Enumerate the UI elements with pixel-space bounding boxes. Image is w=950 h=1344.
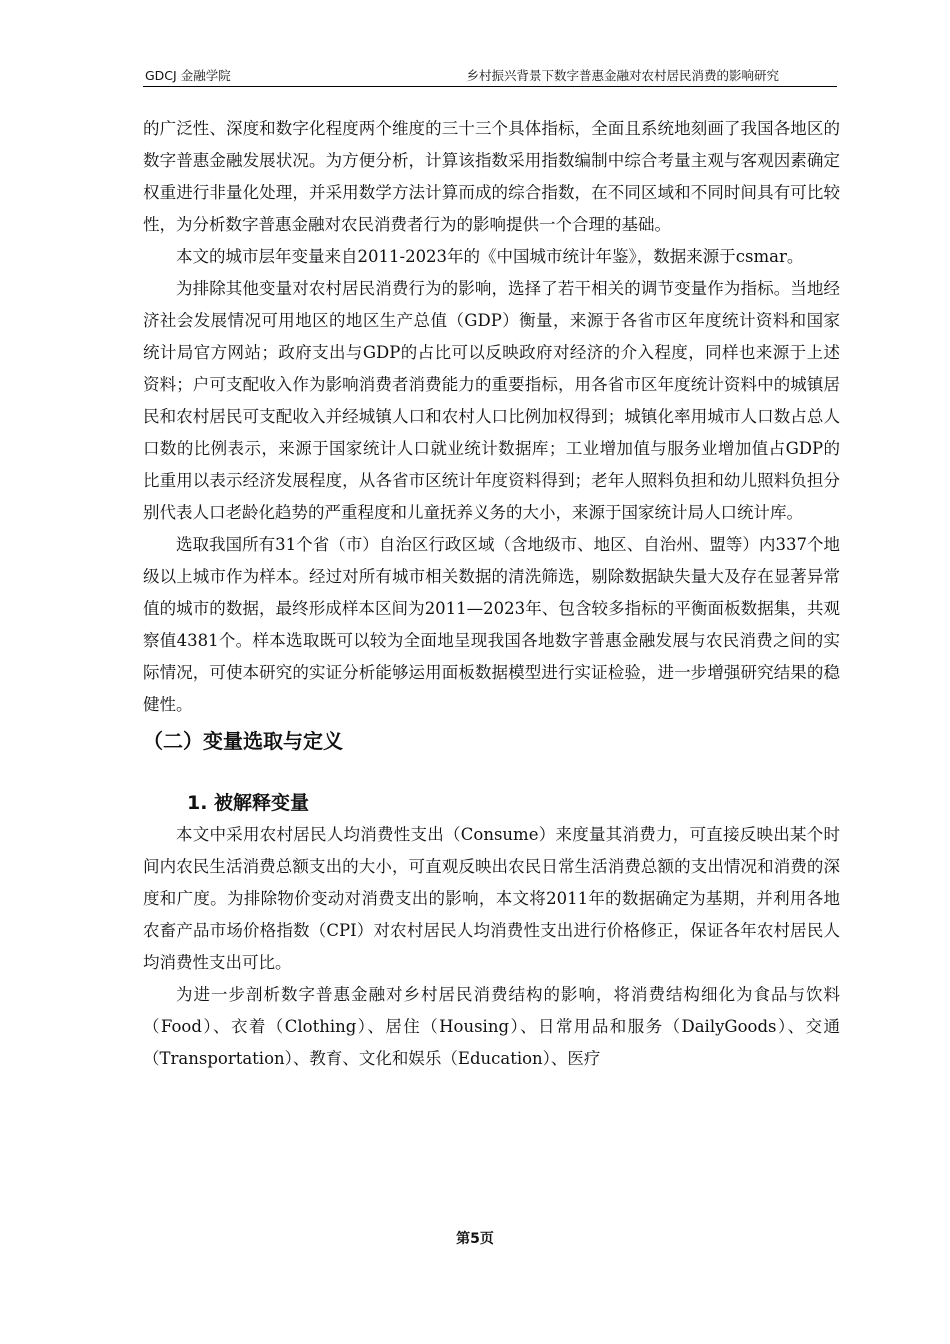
paragraph-dependent-variable: 本文中采用农村居民人均消费性支出（Consume）来度量其消费力，可直接反映出某个时间内农民生活消费总额支出的大小，可直观反映出农民日常生活消费总额的支出情况和消费的深度和广度。为排除物价变动对消费支出的影响，本文将2011年的数据确定为基期，并利用各地农畜产品市场价格指数（CPI）对农村居民人均消费性支出进行价格修正，保证各年农村居民人均消费性支出可比。 [143,825,840,972]
header-institution: GDCJ 金融学院 [145,68,231,83]
paragraph-control-variables: 为排除其他变量对农村居民消费行为的影响，选择了若干相关的调节变量作为指标。当地经济社会发展情况可用地区的地区生产总值（GDP）衡量，来源于各省市区年度统计资料和国家统计局官方网站；政府支出与GDP的占比可以反映政府对经济的介入程度，同样也来源于上述资料；户可支配收入作为影响消费者消费能力的重要指标，用各省市区年度统计资料中的城镇居民和农村居民可支配收入并经城镇人口和农村人口比例加权得到；城镇化率用城市人口数占总人口数的比例表示，来源于国家统计人口就业统计数据库；工业增加值与服务业增加值占GDP的比重用以表示经济发展程度，从各省市区统计年度资料得到；老年人照料负担和幼儿照料负担分别代表人口老龄化趋势的严重程度和儿童抚养义务的大小，来源于国家统计局人口统计库。 [143,279,840,522]
page-body [143,113,840,1075]
header-paper-title: 乡村振兴背景下数字普惠金融对农村居民消费的影响研究 [466,68,779,83]
subsection-heading: 1. 被解释变量 [187,792,310,814]
paragraph-index-description: 的广泛性、深度和数字化程度两个维度的三十三个具体指标，全面且系统地刻画了我国各地区的数字普惠金融发展状况。为方便分析，计算该指数采用指数编制中综合考量主观与客观因素确定权重进行非量化处理，并采用数学方法计算而成的综合指数，在不同区域和不同时间具有可比较性，为分析数字普惠金融对农民消费者行为的影响提供一个合理的基础。 [143,119,840,234]
page-number: 第5页 [456,1231,494,1247]
paragraph-sample-selection: 选取我国所有31个省（市）自治区行政区域（含地级市、地区、自治州、盟等）内337个地级以上城市作为样本。经过对所有城市相关数据的清洗筛选，剔除数据缺失量大及存在显著异常值的城市的数据，最终形成样本区间为2011—2023年、包含较多指标的平衡面板数据集，共观察值4381个。样本选取既可以较为全面地呈现我国各地数字普惠金融发展与农民消费之间的实际情况，可使本研究的实证分析能够运用面板数据模型进行实证检验，进一步增强研究结果的稳健性。 [143,535,840,714]
paragraph-consumption-structure: 为进一步剖析数字普惠金融对乡村居民消费结构的影响，将消费结构细化为食品与饮料（Food）、衣着（Clothing）、居住（Housing）、日常用品和服务（DailyGoods）、交通（Transportation）、教育、文化和娱乐（Education）、医疗 [143,985,840,1068]
section-heading: （二）变量选取与定义 [143,729,343,753]
paragraph-city-data-source: 本文的城市层年变量来自2011-2023年的《中国城市统计年鉴》，数据来源于csmar。 [176,247,804,266]
page-header [143,62,837,87]
